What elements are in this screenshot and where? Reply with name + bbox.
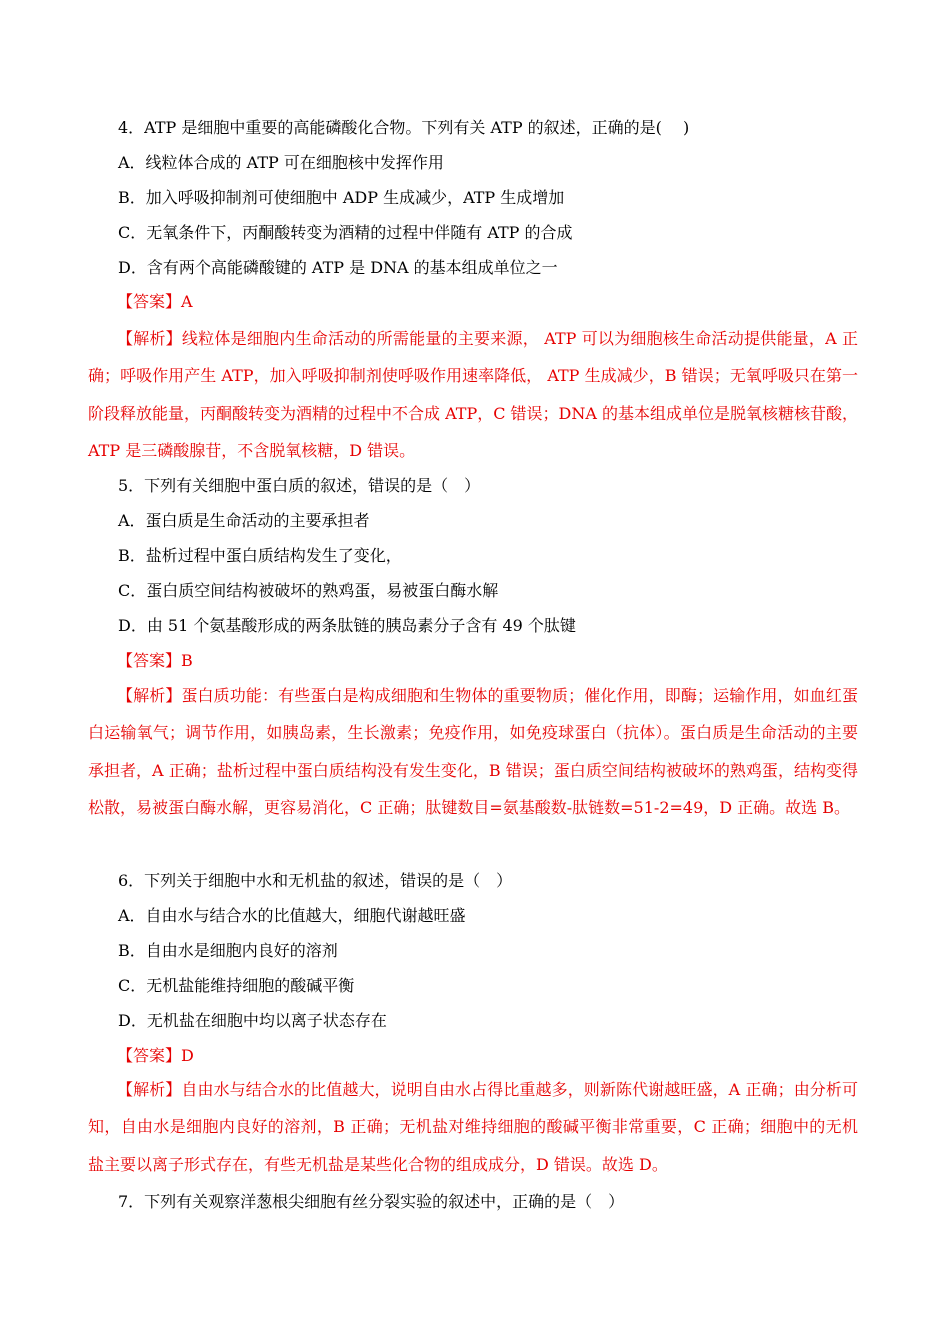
question-6-option-a: A．自由水与结合水的比值越大，细胞代谢越旺盛 <box>118 906 466 925</box>
question-4-option-c: C．无氧条件下，丙酮酸转变为酒精的过程中伴随有 ATP 的合成 <box>118 223 573 242</box>
question-5-analysis: 【解析】蛋白质功能：有些蛋白是构成细胞和生物体的重要物质；催化作用，即酶；运输作用，如血红蛋白运输氧气；调节作用，如胰岛素，生长激素；免疫作用，如免疫球蛋白（抗体）。蛋白质是生命活动的主要承担者，A 正确；盐析过程中蛋白质结构没有发生变化，B 错误；蛋白质空间结构被破坏的熟鸡蛋，结构变得松散，易被蛋白酶水解，更容易消化，C 正确；肽键数目=氨基酸数-肽链数=51-2=49，D 正确。故选 B。 <box>88 686 858 818</box>
question-6-option-c: C．无机盐能维持细胞的酸碱平衡 <box>118 976 355 995</box>
question-4-option-d: D．含有两个高能磷酸键的 ATP 是 DNA 的基本组成单位之一 <box>118 258 558 277</box>
question-6-option-d: D．无机盐在细胞中均以离子状态存在 <box>118 1011 387 1030</box>
question-6-stem: 6．下列关于细胞中水和无机盐的叙述，错误的是（ ） <box>118 871 513 890</box>
question-4-analysis: 【解析】线粒体是细胞内生命活动的所需能量的主要来源， ATP 可以为细胞核生命活动提供能量，A 正确；呼吸作用产生 ATP，加入呼吸抑制剂使呼吸作用速率降低， ATP 生成减少，B 错误；无氧呼吸只在第一阶段释放能量，丙酮酸转变为酒精的过程中不合成 ATP，C 错误；DNA 的基本组成单位是脱氧核糖核苷酸，ATP 是三磷酸腺苷，不含脱氧核糖，D 错误。 <box>88 329 859 461</box>
question-4-answer: 【答案】A <box>117 292 193 311</box>
question-5-option-a: A．蛋白质是生命活动的主要承担者 <box>118 511 370 530</box>
question-6-analysis: 【解析】自由水与结合水的比值越大，说明自由水占得比重越多，则新陈代谢越旺盛，A 正确；由分析可知，自由水是细胞内良好的溶剂，B 正确；无机盐对维持细胞的酸碱平衡非常重要，C 正确；细胞中的无机盐主要以离子形式存在，有些无机盐是某些化合物的组成成分，D 错误。故选 D。 <box>88 1080 858 1174</box>
question-5-answer: 【答案】B <box>117 651 193 670</box>
question-5-stem: 5．下列有关细胞中蛋白质的叙述，错误的是（ ） <box>118 476 481 495</box>
question-6-answer: 【答案】D <box>117 1046 194 1065</box>
question-5-option-d: D．由 51 个氨基酸形成的两条肽链的胰岛素分子含有 49 个肽键 <box>118 616 576 635</box>
question-6-option-b: B．自由水是细胞内良好的溶剂 <box>118 941 338 960</box>
question-4-option-a: A．线粒体合成的 ATP 可在细胞核中发挥作用 <box>118 153 444 172</box>
question-4-option-b: B．加入呼吸抑制剂可使细胞中 ADP 生成减少，ATP 生成增加 <box>118 188 565 207</box>
question-5-option-c: C．蛋白质空间结构被破坏的熟鸡蛋，易被蛋白酶水解 <box>118 581 499 600</box>
question-5-option-b: B．盐析过程中蛋白质结构发生了变化， <box>118 546 402 565</box>
question-7-stem: 7．下列有关观察洋葱根尖细胞有丝分裂实验的叙述中，正确的是（ ） <box>118 1192 625 1211</box>
question-4-stem: 4．ATP 是细胞中重要的高能磷酸化合物。下列有关 ATP 的叙述，正确的是( ) <box>118 118 690 137</box>
